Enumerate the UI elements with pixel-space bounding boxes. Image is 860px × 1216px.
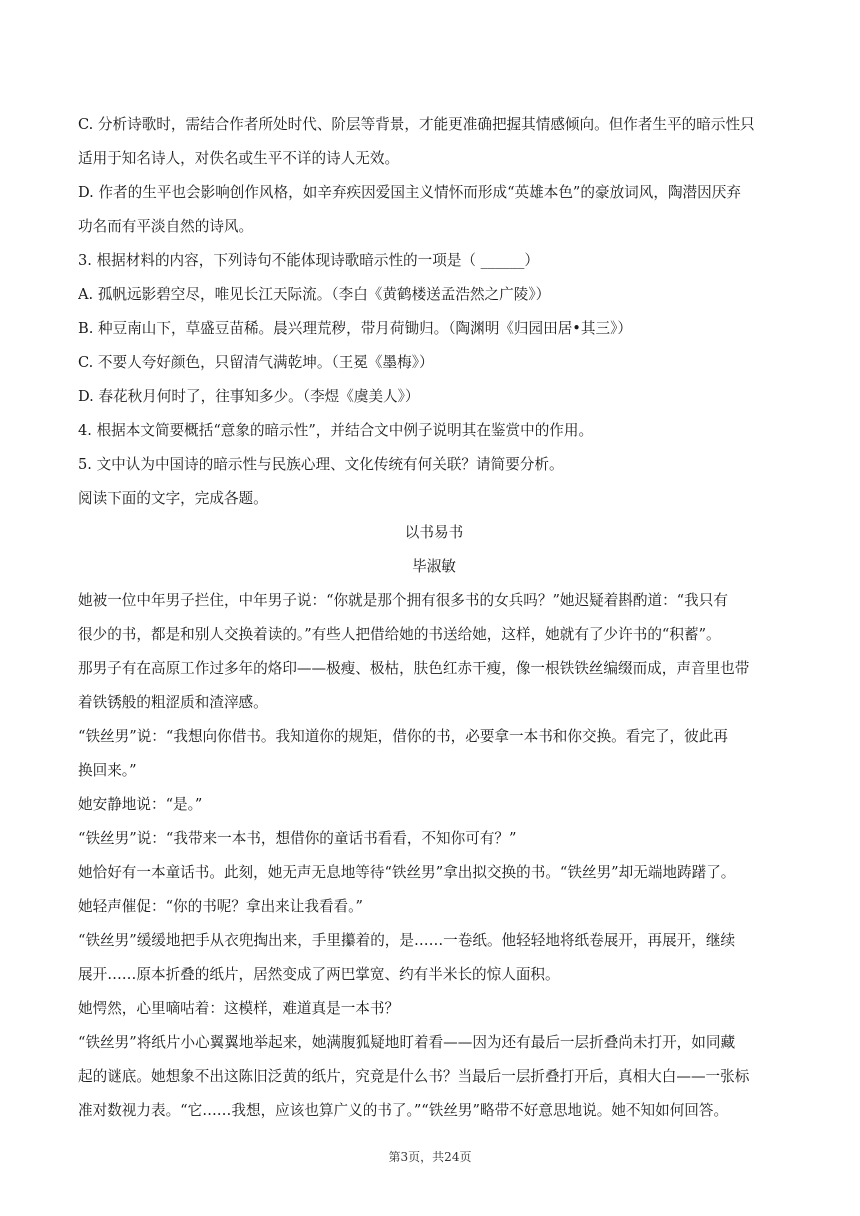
text-line: 准对数视力表。“它……我想，应该也算广义的书了。”“铁丝男”略带不好意思地说。她不知如何回答。	[78, 1102, 729, 1119]
option-d: D. 春花秋月何时了，往事知多少。（李煜《虞美人》）	[78, 388, 420, 405]
text-line: 她愕然，心里嘀咕着：这模样，难道真是一本书？	[78, 1000, 400, 1017]
text-line: 她安静地说：“是。”	[78, 796, 203, 813]
text-line: C. 分析诗歌时，需结合作者所处时代、阶层等背景，才能更准确把握其情感倾向。但作者生平的暗示性只	[78, 116, 755, 133]
article-author: 毕淑敏	[412, 558, 456, 575]
text-line: 适用于知名诗人，对佚名或生平不详的诗人无效。	[78, 150, 400, 167]
page-footer: 第3页，共24页	[388, 1150, 472, 1164]
option-a: A. 孤帆远影碧空尽，唯见长江天际流。（李白《黄鹤楼送孟浩然之广陵》）	[78, 286, 551, 303]
article-title: 以书易书	[404, 524, 464, 541]
text-line: “铁丝男”将纸片小心翼翼地举起来，她满腹狐疑地盯着看——因为还有最后一层折叠尚未打开，如同藏	[78, 1034, 736, 1051]
text-line: “铁丝男”说：“我带来一本书，想借你的童话书看看，不知你可有？”	[78, 830, 517, 847]
text-line: 很少的书，都是和别人交换着读的。”有些人把借给她的书送给她，这样，她就有了少许书的“积蓄”。	[78, 626, 721, 643]
text-line: “铁丝男”说：“我想向你借书。我知道你的规矩，借你的书，必要拿一本书和你交换。看完了，彼此再	[78, 728, 728, 745]
page-body	[78, 108, 790, 1128]
text-line: 那男子有在高原工作过多年的烙印——极瘦、极枯，肤色红赤干瘦，像一根铁铁丝编缀而成，声音里也带	[78, 660, 750, 677]
text-line: 她被一位中年男子拦住，中年男子说：“你就是那个拥有很多书的女兵吗？”她迟疑着斟酌道：“我只有	[78, 592, 728, 609]
text-line: 换回来。”	[78, 762, 137, 779]
text-line: 展开……原本折叠的纸片，居然变成了两巴掌宽、约有半米长的惊人面积。	[78, 966, 560, 983]
option-c: C. 不要人夸好颜色，只留清气满乾坤。（王冕《墨梅》）	[78, 354, 434, 371]
text-line: “铁丝男”缓缓地把手从衣兜掏出来，手里攥着的，是……一卷纸。他轻轻地将纸卷展开，再展开，继续	[78, 932, 736, 949]
reading-instruction: 阅读下面的文字，完成各题。	[78, 490, 268, 507]
text-line: 起的谜底。她想象不出这陈旧泛黄的纸片，究竟是什么书？当最后一层折叠打开后，真相大白——一张标	[78, 1068, 750, 1085]
text-line: D. 作者的生平也会影响创作风格，如辛弃疾因爱国主义情怀而形成“英雄本色”的豪放词风，陶潜因厌弃	[78, 184, 741, 201]
option-b: B. 种豆南山下，草盛豆苗稀。晨兴理荒秽，带月荷锄归。（陶渊明《归园田居•其三》）	[78, 320, 632, 337]
question-5: 5. 文中认为中国诗的暗示性与民族心理、文化传统有何关联？请简要分析。	[78, 456, 564, 473]
text-line: 功名而有平淡自然的诗风。	[78, 218, 254, 235]
question-4: 4. 根据本文简要概括“意象的暗示性”，并结合文中例子说明其在鉴赏中的作用。	[78, 422, 594, 439]
text-line: 她恰好有一本童话书。此刻，她无声无息地等待“铁丝男”拿出拟交换的书。“铁丝男”却无端地踌躇了。	[78, 864, 736, 881]
text-line: 她轻声催促：“你的书呢？拿出来让我看看。”	[78, 898, 363, 915]
question-3: 3. 根据材料的内容，下列诗句不能体现诗歌暗示性的一项是（ ______）	[78, 252, 540, 269]
text-line: 着铁锈般的粗涩质和渣滓感。	[78, 694, 268, 711]
